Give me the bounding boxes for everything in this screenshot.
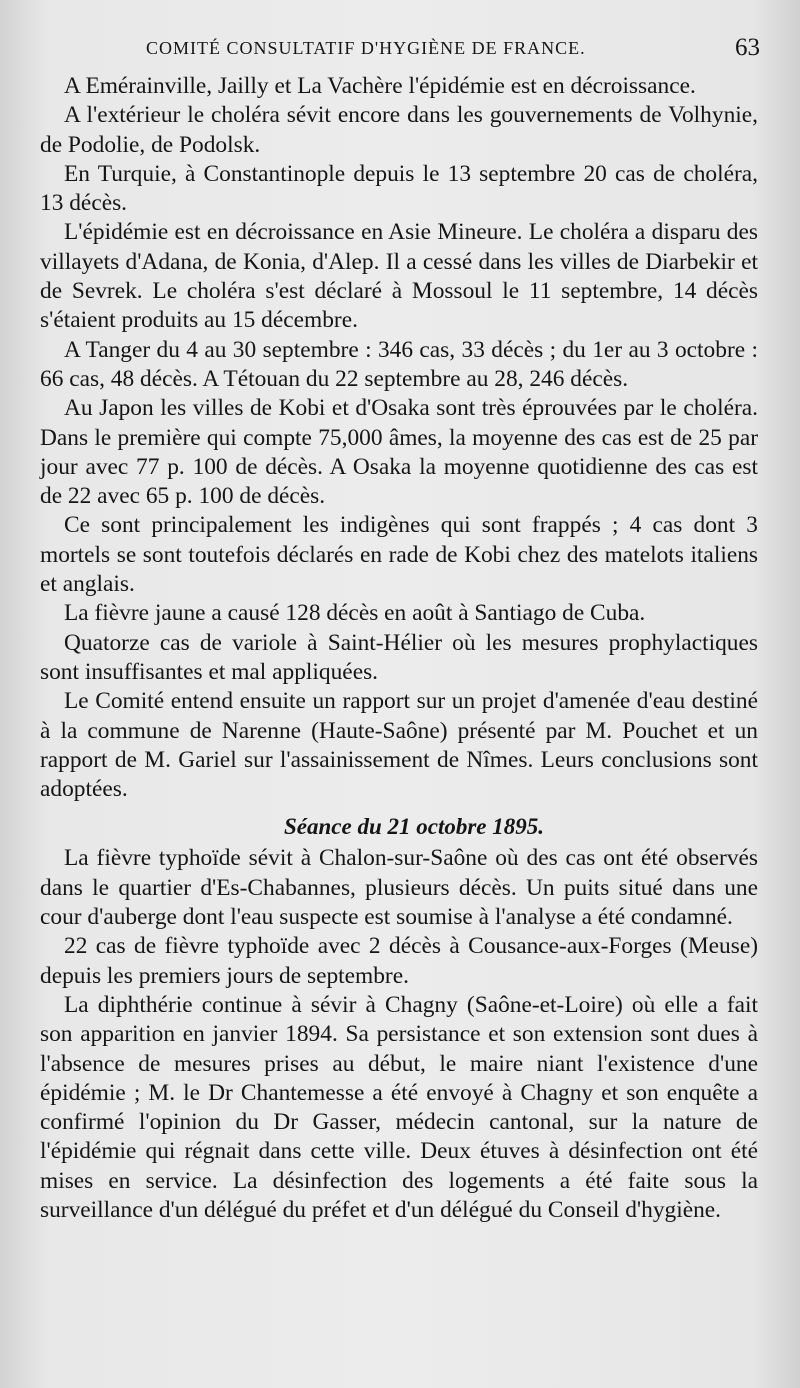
paragraph: Quatorze cas de variole à Saint-Hélier où les mesures prophylactiques sont insuffisantes et mal appliquées. [40,629,758,685]
paragraph: A Tanger du 4 au 30 septembre : 346 cas, 33 décès ; du 1er au 3 octobre : 66 cas, 48 décès. A Tétouan du 22 septembre au 28, 246 décès. [40,336,758,392]
running-head: COMITÉ CONSULTATIF D'HYGIÈNE DE FRANCE. [146,38,586,58]
paragraph: Ce sont principalement les indigènes qui sont frappés ; 4 cas dont 3 mortels se sont toutefois déclarés en rade de Kobi chez des matelots italiens et anglais. [40,512,758,598]
paragraph: La fièvre jaune a causé 128 décès en août à Santiago de Cuba. [64,600,646,627]
paragraph: A Emérainville, Jailly et La Vachère l'épidémie est en décroissance. [64,73,696,99]
paragraph: La diphthérie continue à sévir à Chagny (Saône-et-Loire) où elle a fait son apparition en janvier 1894. Sa persistance et son extension sont dues à l'absence de mesures prises au début, le maire niant l'existence d'une épidémie ; M. le Dr Chantemesse a été envoyé à Chagny et son enquête a confirmé l'opinion du Dr Gasser, médecin cantonal, sur la nature de l'épidémie qui régnait dans cette ville. Deux étuves à désinfection ont été mises en service. La désinfection des logements a été faite sous la surveillance d'un délégué du préfet et d'un délégué du Conseil d'hygiène. [40,991,758,1223]
paragraph: L'épidémie est en décroissance en Asie Mineure. Le choléra a disparu des villayets d'Adana, de Konia, d'Alep. Il a cessé dans les villes de Diarbekir et de Sevrek. Le choléra s'est déclaré à Mossoul le 11 septembre, 14 décès s'étaient produits au 15 décembre. [40,219,758,334]
page-header [46,34,760,64]
page-number: 63 [735,34,760,61]
paragraph: Au Japon les villes de Kobi et d'Osaka sont très éprouvées par le choléra. Dans le première qui compte 75,000 âmes, la moyenne des cas est de 25 par jour avec 77 p. 100 de décès. A Osaka la moyenne quotidienne des cas est de 22 avec 65 p. 100 de décès. [40,395,758,510]
paragraph: Le Comité entend ensuite un rapport sur un projet d'amenée d'eau destiné à la commune de Narenne (Haute-Saône) présenté par M. Pouchet et un rapport de M. Gariel sur l'assainissement de Nîmes. Leurs conclusions sont adoptées. [40,688,758,803]
page-body [40,72,758,1225]
paragraph: La fièvre typhoïde sévit à Chalon-sur-Saône où des cas ont été observés dans le quartier d'Es-Chabannes, plusieurs décès. Un puits situé dans une cour d'auberge dont l'eau suspecte est soumise à l'analyse a été condamné. [40,845,758,931]
paragraph: 22 cas de fièvre typhoïde avec 2 décès à Cousance-aux-Forges (Meuse) depuis les premiers jours de septembre. [40,933,758,989]
paragraph: A l'extérieur le choléra sévit encore dans les gouvernements de Volhynie, de Podolie, de Podolsk. [40,102,758,158]
session-heading: Séance du 21 octobre 1895. [283,814,544,840]
paragraph: En Turquie, à Constantinople depuis le 13 septembre 20 cas de choléra, 13 décès. [40,160,758,217]
